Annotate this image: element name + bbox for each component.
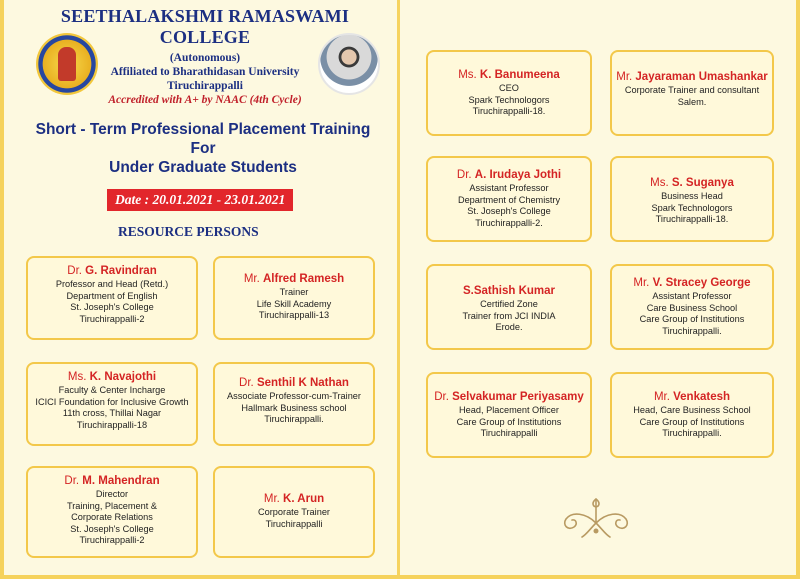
person-heading: Dr. G. Ravindran <box>67 265 157 277</box>
person-detail-line: Care Group of Institutions <box>456 416 562 427</box>
person-detail-line: Tiruchirappalli. <box>264 414 324 424</box>
person-heading: Ms. K. Navajothi <box>67 371 157 383</box>
person-card <box>610 50 774 136</box>
person-heading: Dr. Selvakumar Periyasamy <box>434 391 584 403</box>
person-card <box>426 156 592 242</box>
person-detail-line: St. Joseph's College <box>70 302 154 312</box>
person-detail-line: Tiruchirappalli-18. <box>655 214 729 224</box>
person-detail-line: Tiruchirappalli. <box>662 325 722 336</box>
person-detail-line: Care Group of Institutions <box>639 314 745 324</box>
person-name: K. Arun <box>283 493 325 505</box>
person-detail-line: Tiruchirappalli-18. <box>472 106 546 116</box>
person-detail-line: Faculty & Center Incharge <box>58 385 166 395</box>
person-detail-line: Tiruchirappalli-2 <box>79 535 145 545</box>
person-name: M. Mahendran <box>82 475 160 487</box>
person-detail-line: Certified Zone <box>480 299 538 309</box>
person-detail-line: Tiruchirappalli <box>480 428 538 438</box>
college-header <box>30 6 380 107</box>
person-detail-line: Tiruchirappalli-13 <box>258 310 330 320</box>
person-heading: Ms. K. Banumeena <box>458 69 560 81</box>
college-name: SEETHALAKSHMI RAMASWAMI COLLEGE <box>60 6 350 47</box>
programme-title-line1: Short - Term Professional Placement Training <box>35 121 371 138</box>
person-detail-line: Erode. <box>495 322 523 332</box>
person-card <box>426 50 592 136</box>
left-border <box>0 0 4 579</box>
person-detail-line: Salem. <box>677 96 707 107</box>
person-name: Jayaraman Umashankar <box>635 71 768 83</box>
person-card <box>26 256 198 340</box>
person-detail-line: Department of English <box>66 290 158 301</box>
autonomous-label: (Autonomous) <box>169 52 241 64</box>
person-heading: Ms. S. Suganya <box>650 177 734 189</box>
person-detail-line: Life Skill Academy <box>256 298 332 309</box>
person-card <box>610 264 774 350</box>
person-detail-line: Trainer <box>279 287 309 297</box>
person-card <box>213 362 375 446</box>
city-label: Tiruchirappalli <box>167 80 243 92</box>
person-detail-line: Tiruchirappalli-2 <box>79 313 145 324</box>
person-heading: Mr. Alfred Ramesh <box>243 273 345 285</box>
person-heading: Mr. K. Arun <box>263 493 325 505</box>
person-card <box>26 466 198 558</box>
person-detail-line: Training, Placement & <box>66 500 158 511</box>
person-card <box>610 372 774 458</box>
person-detail-line: Spark Technologors <box>651 202 733 213</box>
person-detail-line: Head, Care Business School <box>633 405 751 415</box>
person-name: Selvakumar Periyasamy <box>452 391 584 403</box>
person-name: V. Stracey George <box>652 277 751 289</box>
person-detail-line: Assistant Professor <box>652 291 732 301</box>
programme-title-line3: Under Graduate Students <box>109 159 297 176</box>
person-detail-line: Hallmark Business school <box>241 402 347 413</box>
person-name: S. Suganya <box>671 177 734 189</box>
person-detail-line: Tiruchirappalli-2. <box>475 217 543 228</box>
person-detail-line: Tiruchirappalli. <box>662 428 722 438</box>
person-detail-line: Corporate Trainer <box>257 507 330 517</box>
person-card <box>610 156 774 242</box>
person-detail-line: Care Group of Institutions <box>639 416 745 427</box>
person-card <box>213 466 375 558</box>
person-detail-line: St. Joseph's College <box>70 523 154 534</box>
person-heading: Mr. V. Stracey George <box>633 277 751 289</box>
person-name: A. Irudaya Jothi <box>474 169 562 181</box>
person-detail-line: Professor and Head (Retd.) <box>55 279 169 289</box>
programme-title-line2: For <box>190 140 216 157</box>
person-name: S.Sathish Kumar <box>462 285 556 297</box>
person-detail-line: ICICI Foundation for Inclusive Growth <box>35 396 189 407</box>
flourish-ornament-icon <box>556 493 636 541</box>
person-detail-line: Head, Placement Officer <box>459 405 559 415</box>
person-card <box>426 264 592 350</box>
person-detail-line: Tiruchirappalli <box>265 518 323 529</box>
person-heading: Dr. Senthil K Nathan <box>239 377 349 389</box>
bottom-border <box>0 575 800 579</box>
resource-persons-heading: RESOURCE PERSONS <box>118 224 259 239</box>
naac-label: Accredited with A+ by NAAC (4th Cycle) <box>108 94 302 106</box>
person-detail-line: Department of Chemistry <box>457 194 561 205</box>
person-detail-line: Corporate Trainer and consultant <box>624 85 760 95</box>
person-card <box>213 256 375 340</box>
person-heading: Dr. A. Irudaya Jothi <box>456 169 562 181</box>
person-detail-line: Corporate Relations <box>71 512 153 522</box>
person-heading: Mr. Venkatesh <box>653 391 731 403</box>
person-detail-line: Assistant Professor <box>469 183 549 193</box>
person-detail-line: Business Head <box>661 191 723 201</box>
person-detail-line: Trainer from JCI INDIA <box>462 310 556 321</box>
person-name: Venkatesh <box>673 391 731 403</box>
right-border <box>796 0 800 579</box>
person-detail-line: Spark Technologors <box>468 94 550 105</box>
person-detail-line: Tiruchirappalli-18 <box>76 419 148 430</box>
person-heading: Mr. Jayaraman Umashankar <box>616 71 768 83</box>
person-detail-line: Associate Professor-cum-Trainer <box>227 391 361 401</box>
person-card <box>426 372 592 458</box>
date-badge: Date : 20.01.2021 - 23.01.2021 <box>107 189 293 211</box>
person-detail-line: 11th cross, Thillai Nagar <box>62 408 162 418</box>
affiliation-label: Affiliated to Bharathidasan University <box>110 66 300 78</box>
person-name: Alfred Ramesh <box>263 273 345 285</box>
person-detail-line: Director <box>95 489 129 499</box>
person-name: G. Ravindran <box>85 265 157 277</box>
person-name: Senthil K Nathan <box>256 377 349 389</box>
person-detail-line: CEO <box>499 83 519 93</box>
person-card <box>26 362 198 446</box>
person-heading: Dr. M. Mahendran <box>64 475 160 487</box>
person-heading <box>428 284 590 298</box>
person-detail-line: St. Joseph's College <box>467 206 551 216</box>
person-name: K. Banumeena <box>479 69 560 81</box>
person-detail-line: Care Business School <box>646 302 738 313</box>
person-name: K. Navajothi <box>89 371 157 383</box>
